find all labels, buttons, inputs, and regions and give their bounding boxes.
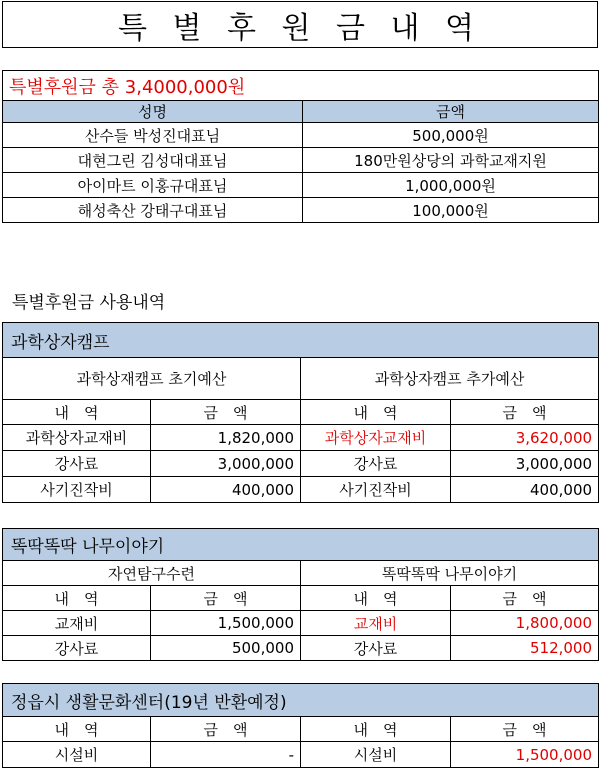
subsection-title: 과학상자캠프 추가예산 — [301, 358, 599, 400]
table-row — [3, 742, 599, 768]
table-row — [3, 611, 599, 636]
table-row — [3, 198, 599, 223]
donor-amount: 1,000,000원 — [303, 173, 599, 198]
donor-name: 해성축산 강태구대표님 — [3, 198, 303, 223]
item-amount: 500,000 — [151, 636, 301, 661]
item-name: 시설비 — [301, 742, 451, 768]
subsection-title: 자연탐구수련 — [3, 561, 301, 586]
table-row — [3, 148, 599, 173]
donor-amount: 180만원상당의 과학교재지원 — [303, 148, 599, 173]
table-row — [3, 477, 599, 503]
donor-name: 대현그린 김성대대표님 — [3, 148, 303, 173]
section-title: 똑딱똑딱 나무이야기 — [3, 529, 599, 561]
item-amount: 3,000,000 — [451, 451, 599, 477]
item-name: 강사료 — [301, 636, 451, 661]
col-amount-header: 금 액 — [451, 400, 599, 425]
subsection-title: 똑딱똑딱 나무이야기 — [301, 561, 599, 586]
page-title: 특 별 후 원 금 내 역 — [2, 1, 598, 48]
item-amount: - — [151, 742, 301, 768]
item-amount: 3,620,000 — [451, 425, 599, 451]
item-name: 강사료 — [3, 451, 151, 477]
col-name-header: 성명 — [3, 101, 303, 123]
item-name: 과학상자교재비 — [301, 425, 451, 451]
item-name: 강사료 — [3, 636, 151, 661]
col-amount-header: 금 액 — [151, 717, 301, 742]
section-title: 과학상자캠프 — [3, 323, 599, 358]
item-amount: 400,000 — [451, 477, 599, 503]
section-wood-story — [2, 528, 598, 661]
table-row — [3, 173, 599, 198]
item-name: 강사료 — [301, 451, 451, 477]
col-item-header: 내 역 — [3, 400, 151, 425]
usage-heading: 특별후원금 사용내역 — [12, 293, 166, 313]
table-row — [3, 636, 599, 661]
table-row — [3, 123, 599, 148]
item-amount: 1,500,000 — [151, 611, 301, 636]
item-name: 시설비 — [3, 742, 151, 768]
item-amount: 1,800,000 — [451, 611, 599, 636]
item-name: 교재비 — [3, 611, 151, 636]
item-amount: 1,500,000 — [451, 742, 599, 768]
col-item-header: 내 역 — [3, 586, 151, 611]
item-name: 과학상자교재비 — [3, 425, 151, 451]
section-culture-center — [2, 683, 598, 768]
item-name: 사기진작비 — [301, 477, 451, 503]
subsection-title: 과학상재캠프 초기예산 — [3, 358, 301, 400]
item-amount: 512,000 — [451, 636, 599, 661]
col-item-header: 내 역 — [3, 717, 151, 742]
col-amount-header: 금 액 — [451, 717, 599, 742]
col-item-header: 내 역 — [301, 400, 451, 425]
section-title: 정읍시 생활문화센터(19년 반환예정) — [3, 684, 599, 717]
donor-amount: 500,000원 — [303, 123, 599, 148]
col-item-header: 내 역 — [301, 717, 451, 742]
col-amount-header: 금 액 — [151, 400, 301, 425]
donation-summary-table — [2, 70, 598, 223]
donor-amount: 100,000원 — [303, 198, 599, 223]
item-amount: 1,820,000 — [151, 425, 301, 451]
item-amount: 400,000 — [151, 477, 301, 503]
item-name: 사기진작비 — [3, 477, 151, 503]
donor-name: 아이마트 이홍규대표님 — [3, 173, 303, 198]
table-row — [3, 425, 599, 451]
donor-name: 산수들 박성진대표님 — [3, 123, 303, 148]
summary-heading: 특별후원금 총 3,4000,000원 — [3, 71, 599, 101]
item-name: 교재비 — [301, 611, 451, 636]
item-amount: 3,000,000 — [151, 451, 301, 477]
col-amount-header: 금 액 — [451, 586, 599, 611]
col-item-header: 내 역 — [301, 586, 451, 611]
section-science-camp — [2, 322, 598, 503]
col-amount-header: 금액 — [303, 101, 599, 123]
col-amount-header: 금 액 — [151, 586, 301, 611]
table-row — [3, 451, 599, 477]
